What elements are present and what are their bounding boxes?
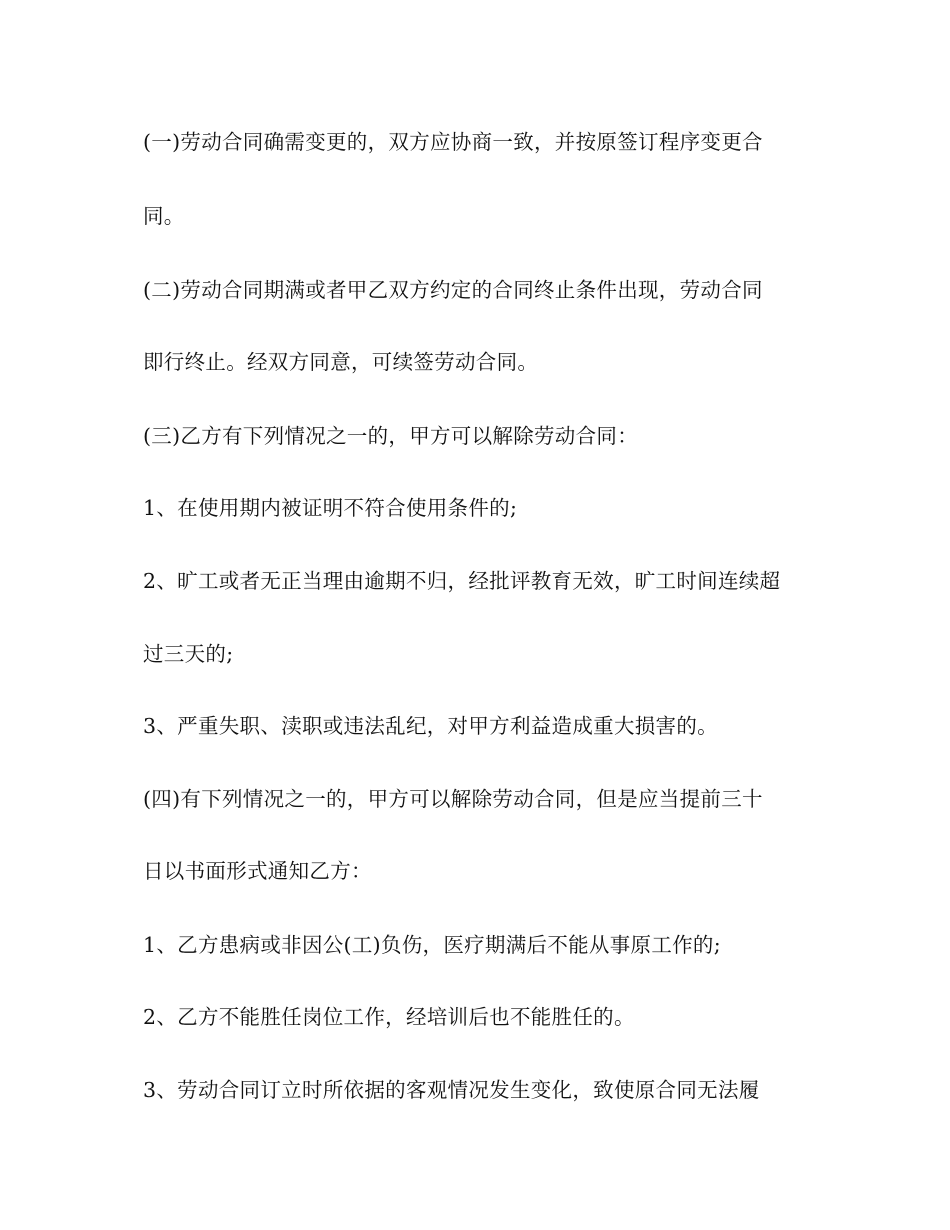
clause-3-item-2-line-1: 2、旷工或者无正当理由逾期不归，经批评教育无效，旷工时间连续超 [143, 569, 781, 593]
clause-3-item-1: 1、在使用期内被证明不符合使用条件的; [143, 496, 518, 520]
clause-3-item-2-line-2: 过三天的; [143, 642, 234, 666]
clause-4-item-2: 2、乙方不能胜任岗位工作，经培训后也不能胜任的。 [143, 1005, 635, 1029]
clause-3-item-3: 3、严重失职、渎职或违法乱纪，对甲方利益造成重大损害的。 [143, 714, 718, 738]
clause-1-line-1: (一)劳动合同确需变更的，双方应协商一致，并按原签订程序变更合 [143, 130, 763, 154]
clause-4-item-1: 1、乙方患病或非因公(工)负伤，医疗期满后不能从事原工作的; [143, 933, 721, 957]
clause-2-line-1: (二)劳动合同期满或者甲乙双方约定的合同终止条件出现，劳动合同 [143, 278, 763, 302]
clause-2-line-2: 即行终止。经双方同意，可续签劳动合同。 [143, 350, 539, 374]
clause-3-heading: (三)乙方有下列情况之一的，甲方可以解除劳动合同： [143, 424, 638, 448]
clause-4-heading-line-1: (四)有下列情况之一的，甲方可以解除劳动合同，但是应当提前三十 [143, 787, 763, 811]
clause-4-heading-line-2: 日以书面形式通知乙方： [143, 859, 372, 883]
clause-4-item-3: 3、劳动合同订立时所依据的客观情况发生变化，致使原合同无法履 [143, 1078, 760, 1102]
clause-1-line-2: 同。 [143, 204, 185, 228]
